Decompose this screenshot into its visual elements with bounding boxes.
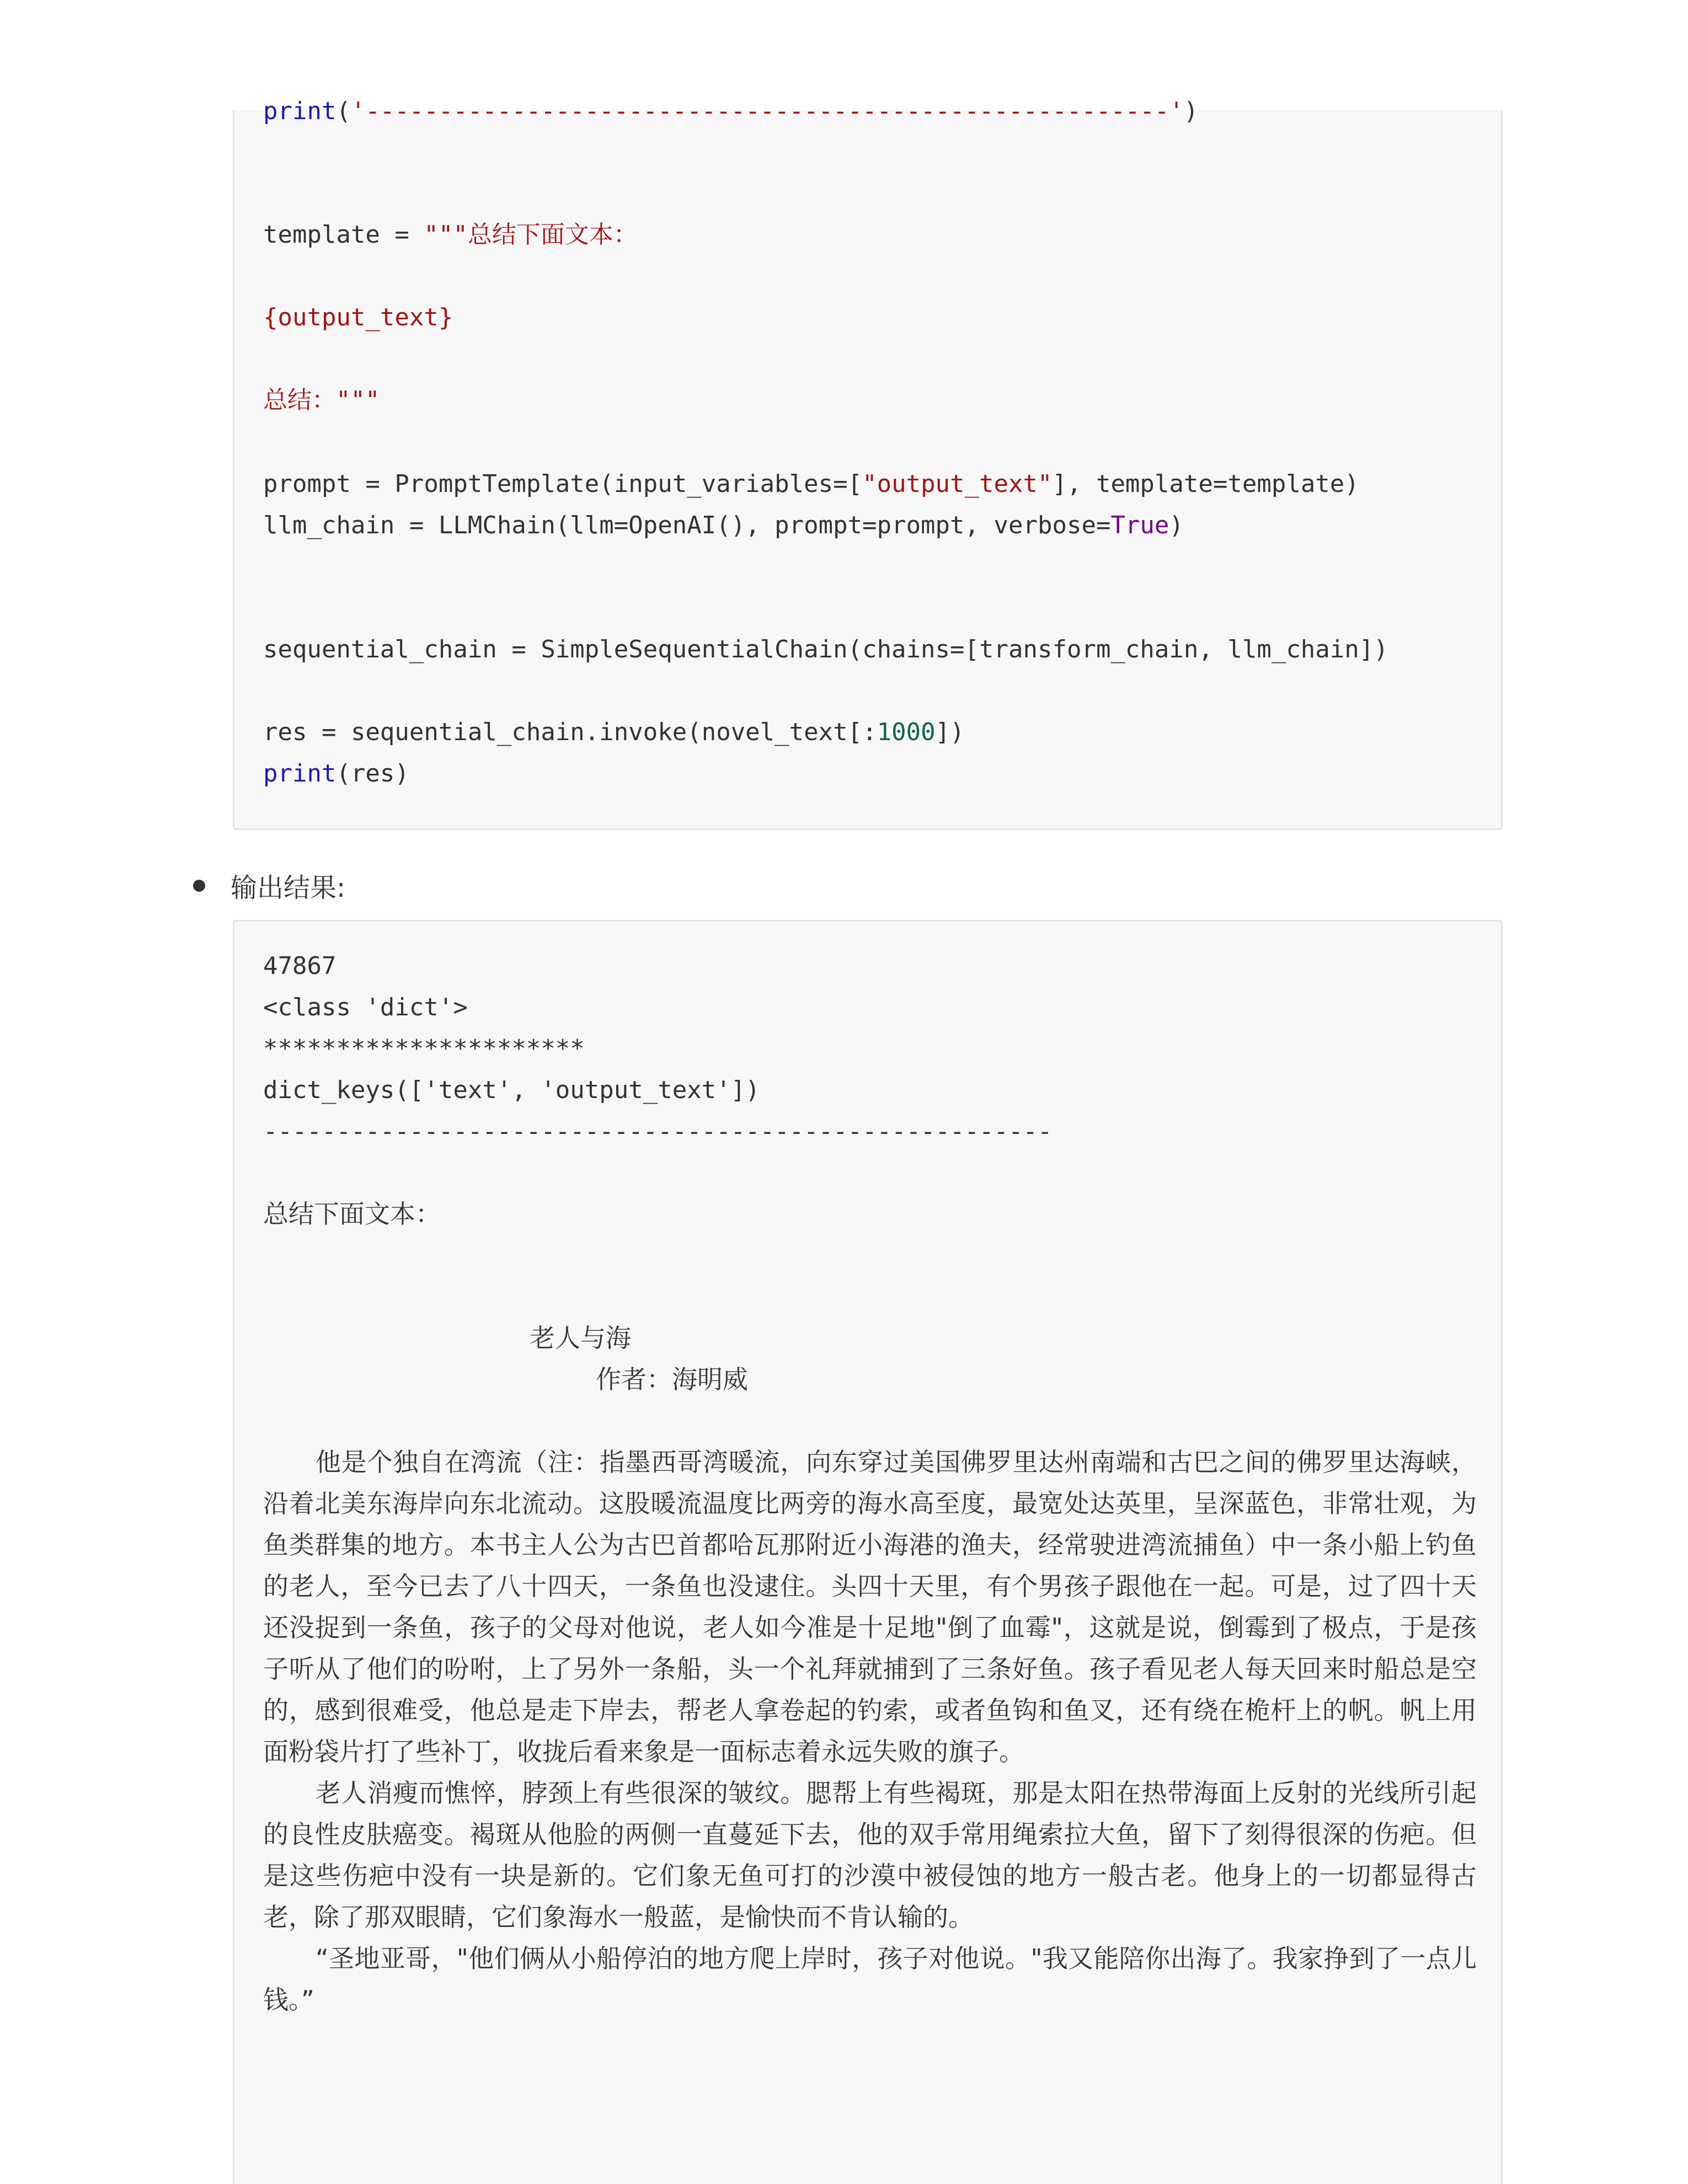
novel-title: 老人与海 <box>530 1323 631 1353</box>
code-line <box>263 753 409 794</box>
output-line: ------------------------------------------------------ <box>263 1117 1053 1145</box>
code-number: 1000 <box>877 718 936 746</box>
output-block <box>233 920 1503 2184</box>
code-text: prompt = PromptTemplate(input_variables=[ <box>263 470 863 498</box>
code-line <box>263 505 1184 546</box>
code-text: ]) <box>935 718 965 746</box>
code-line <box>263 214 638 255</box>
output-heading: 总结下面文本： <box>263 1199 441 1229</box>
code-text: res = sequential_chain.invoke(novel_text[: <box>263 718 877 746</box>
novel-paragraph: 他是个独自在湾流（注：指墨西哥湾暖流，向东穿过美国佛罗里达州南端和古巴之间的佛罗里达海峡，沿着北美东海岸向东北流动。这股暖流温度比两旁的海水高至度，最宽处达英里，呈深蓝色，非常壮观，为鱼类群集的地方。本书主人公为古巴首都哈瓦那附近小海港的渔夫，经常驶进湾流捕鱼）中一条小船上钓鱼的老人，至今已去了八十四天，一条鱼也没逮住。头四十天里，有个男孩子跟他在一起。可是，过了四十天还没捉到一条鱼，孩子的父母对他说，老人如今准是十足地"倒了血霉"，这就是说，倒霉到了极点，于是孩子听从了他们的吩咐，上了另外一条船，头一个礼拜就捕到了三条好鱼。孩子看见老人每天回来时船总是空的，感到很难受，他总是走下岸去，帮老人拿卷起的钓索，或者鱼钩和鱼叉，还有绕在桅杆上的帆。帆上用面粉袋片打了些补丁，收拢后看来象是一面标志着永远失败的旗子。 <box>263 1447 1477 1767</box>
output-line: dict_keys(['text', 'output_text']) <box>263 1076 760 1104</box>
code-text: template = <box>263 221 424 249</box>
code-line: {output_text} <box>263 303 453 331</box>
code-block <box>233 97 1503 830</box>
bullet-label: 输出结果: <box>231 872 346 903</box>
bullet-item <box>193 865 345 906</box>
output-line: ********************** <box>263 1035 585 1063</box>
output-line: 47867 <box>263 952 336 980</box>
code-string: """总结下面文本： <box>424 221 638 249</box>
novel-paragraph: 老人消瘦而憔悴，脖颈上有些很深的皱纹。腮帮上有些褐斑，那是太阳在热带海面上反射的光线所引起的良性皮肤癌变。褐斑从他脸的两侧一直蔓延下去，他的双手常用绳索拉大鱼，留下了刻得很深的伤疤。但是这些伤疤中没有一块是新的。它们象无鱼可打的沙漠中被侵蚀的地方一般古老。他身上的一切都显得古老，除了那双眼睛，它们象海水一般蓝，是愉快而不肯认输的。 <box>263 1778 1477 1932</box>
code-string: "output_text" <box>862 470 1053 498</box>
code-text: ) <box>1169 511 1184 539</box>
code-text: ( <box>336 97 351 125</box>
bullet-dot-icon <box>193 880 205 892</box>
output-line: <class 'dict'> <box>263 993 468 1021</box>
code-line: 总结：""" <box>263 386 380 414</box>
code-string: '-------------------------------------------------------' <box>350 97 1184 125</box>
code-builtin: print <box>263 97 336 125</box>
code-text: (res) <box>336 759 409 788</box>
novel-author: 作者：海明威 <box>596 1364 748 1394</box>
code-text: llm_chain = LLMChain(llm=OpenAI(), prompt=prompt, verbose= <box>263 511 1111 539</box>
code-line <box>263 463 1359 505</box>
code-line <box>263 90 1198 132</box>
code-text: ], template=template) <box>1052 470 1359 498</box>
code-constant: True <box>1110 511 1169 539</box>
code-builtin: print <box>263 759 336 788</box>
code-text: ) <box>1183 97 1199 125</box>
code-line <box>263 711 965 753</box>
code-line: sequential_chain = SimpleSequentialChain(chains=[transform_chain, llm_chain]) <box>263 635 1388 663</box>
novel-paragraph: “圣地亚哥，"他们俩从小船停泊的地方爬上岸时，孩子对他说。"我又能陪你出海了。我家挣到了一点儿钱。” <box>263 1944 1477 2015</box>
